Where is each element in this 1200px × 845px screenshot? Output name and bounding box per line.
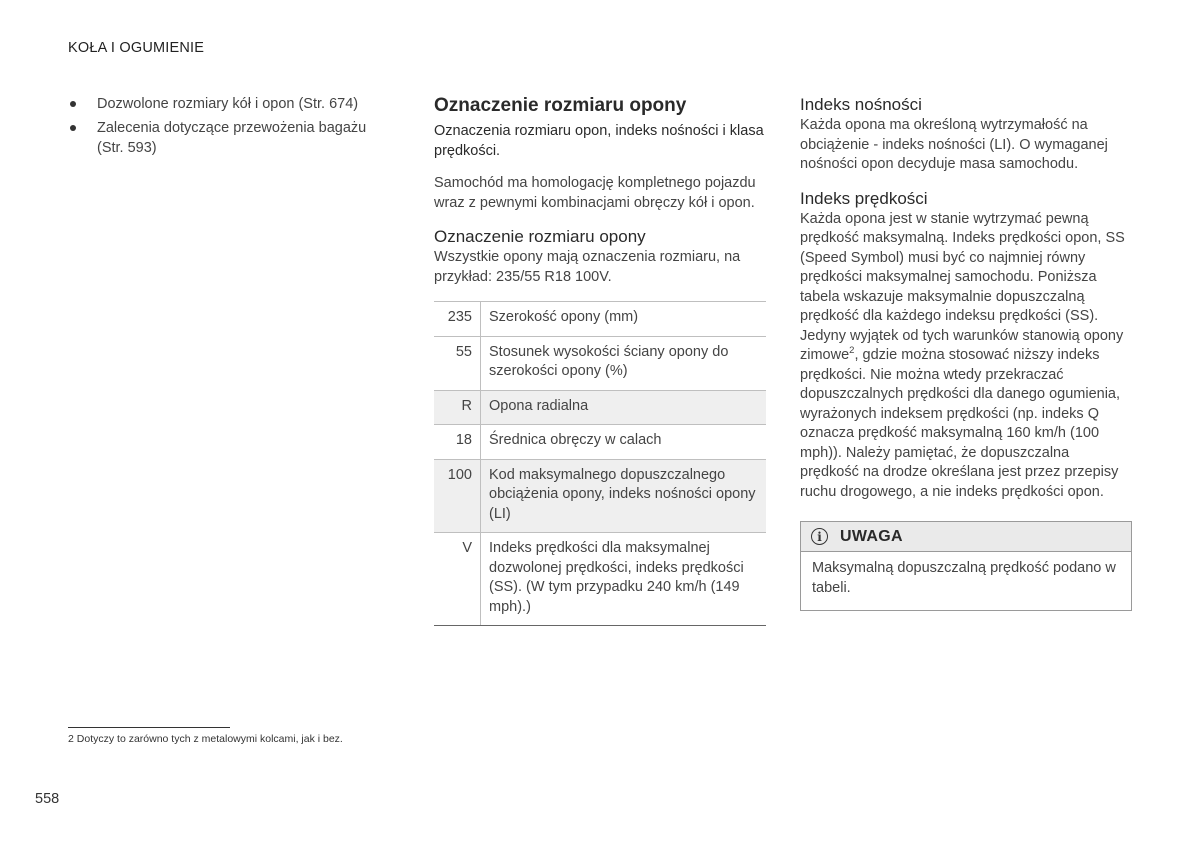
footnote xyxy=(68,733,343,745)
table-cell-desc: Średnica obręczy w calach xyxy=(481,425,767,460)
page-number: 558 xyxy=(35,791,60,807)
table-cell-code: 100 xyxy=(434,459,481,533)
speed-index-title: Indeks prędkości xyxy=(800,188,928,208)
note-text: Maksymalną dopuszczalną prędkość podano w tabeli. xyxy=(812,560,1116,596)
note-header xyxy=(801,522,1131,552)
table-row xyxy=(434,533,766,626)
table-cell-code: 18 xyxy=(434,425,481,460)
intro-paragraph: Samochód ma homologację kompletnego pojazdu wraz z pewnymi kombinacjami obręczy kół i opon. xyxy=(434,175,756,211)
speed-text-part2: , gdzie można stosować niższy indeks prędkości. Nie można wtedy przekraczać dopuszczalnych prędkości dla danego ogumienia, wyrażonych indeksem prędkości (np. indeks Q oznacza prędkość maksymalną 160 km/h (100 mph)). Należy pamiętać, że dopuszczalna prędkość na drodze określana jest przez przepisy ruchu drogowego, a nie indeks prędkości opon. xyxy=(800,347,1121,500)
table-cell-code: 55 xyxy=(434,336,481,390)
bullet-icon xyxy=(70,125,76,131)
info-icon: i xyxy=(811,528,828,545)
bullet-icon xyxy=(70,101,76,107)
chapter-header: KOŁA I OGUMIENIE xyxy=(68,40,205,56)
table-row xyxy=(434,336,766,390)
table-cell-desc: Indeks prędkości dla maksymalnej dozwolonej prędkości, indeks prędkości (SS). (W tym przypadku 240 km/h (149 mph).) xyxy=(481,533,767,626)
note-title: UWAGA xyxy=(840,527,903,545)
table-cell-desc: Stosunek wysokości ściany opony do szerokości opony (%) xyxy=(481,336,767,390)
subsection-paragraph: Wszystkie opony mają oznaczenia rozmiaru, na przykład: 235/55 R18 100V. xyxy=(434,249,741,285)
note-box xyxy=(800,521,1132,611)
tire-size-table xyxy=(434,301,766,626)
subsection-title: Oznaczenie rozmiaru opony xyxy=(434,227,646,246)
table-cell-desc: Szerokość opony (mm) xyxy=(481,302,767,337)
list-item[interactable] xyxy=(68,118,388,158)
table-row xyxy=(434,302,766,337)
speed-index-paragraph xyxy=(800,210,1132,503)
list-item-text: Dozwolone rozmiary kół i opon (Str. 674) xyxy=(97,96,359,112)
section-lead: Oznaczenia rozmiaru opon, indeks nośności i klasa prędkości. xyxy=(434,123,764,159)
speed-text-part1: Każda opona jest w stanie wytrzymać pewną prędkość maksymalną. Indeks prędkości opon, SS (Speed Symbol) musi być co najmniej równy prędkości maksymalnej samochodu. Poniższa tabela wskazuje maksymalnie dopuszczalną prędkość dla każdego indeksu prędkości (SS). Jedyny wyjątek od tych warunków stanowią opony zimowe xyxy=(800,210,1125,363)
left-column xyxy=(68,94,388,162)
table-row xyxy=(434,390,766,425)
section-title: Oznaczenie rozmiaru opony xyxy=(434,95,687,116)
table-row xyxy=(434,459,766,533)
footnote-reference[interactable]: 2 xyxy=(849,345,855,357)
list-item-text: Zalecenia dotyczące przewożenia bagażu (Str. 593) xyxy=(97,120,367,156)
footnote-mark: 2 xyxy=(68,733,74,745)
load-index-paragraph: Każda opona ma określoną wytrzymałość na obciążenie - indeks nośności (LI). O wymaganej nośności opon decyduje masa samochodu. xyxy=(800,117,1108,172)
footnote-text: Dotyczy to zarówno tych z metalowymi kolcami, jak i bez. xyxy=(76,733,343,745)
table-cell-desc: Kod maksymalnego dopuszczalnego obciążenia opony, indeks nośności opony (LI) xyxy=(481,459,767,533)
related-links-list xyxy=(68,94,388,158)
load-index-title: Indeks nośności xyxy=(800,95,922,114)
table-row xyxy=(434,425,766,460)
middle-column xyxy=(434,94,766,626)
table-cell-code: 235 xyxy=(434,302,481,337)
table-cell-desc: Opona radialna xyxy=(481,390,767,425)
table-cell-code: V xyxy=(434,533,481,626)
right-column xyxy=(800,94,1132,611)
list-item[interactable] xyxy=(68,94,388,114)
footnote-divider xyxy=(68,727,230,728)
table-cell-code: R xyxy=(434,390,481,425)
